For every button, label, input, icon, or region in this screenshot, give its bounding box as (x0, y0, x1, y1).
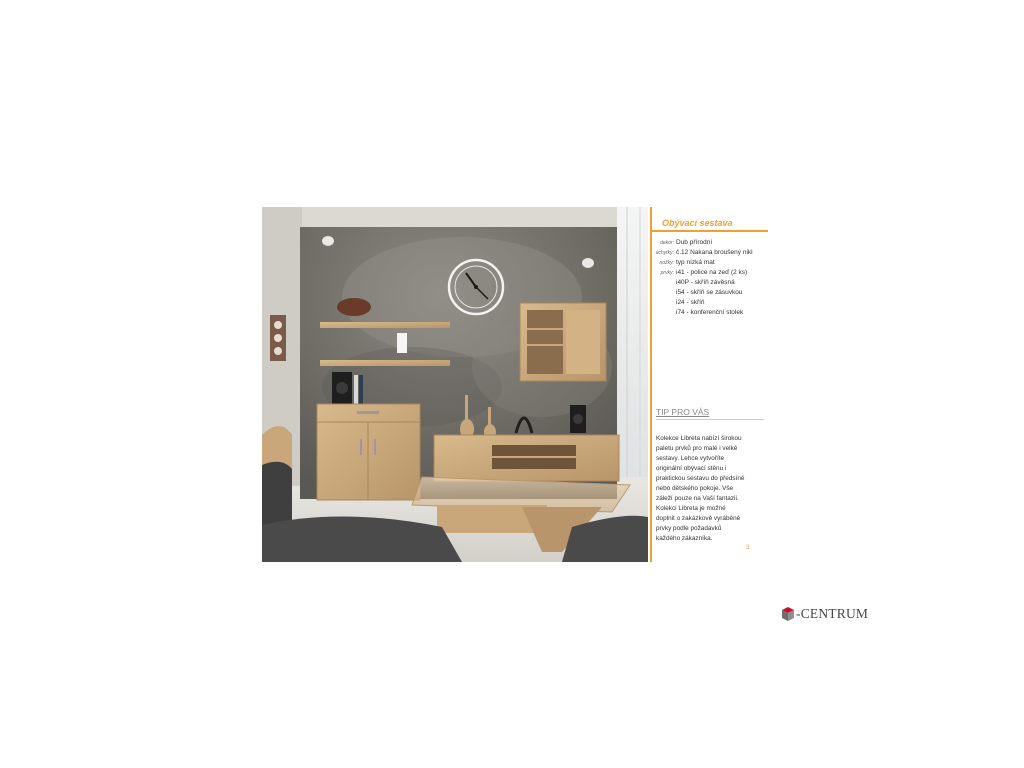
spec-row-dekor (652, 238, 772, 248)
spec-row-nozky (652, 258, 772, 268)
tip-line: praktickou sestavu do předsíně (656, 475, 745, 482)
spec-label: prvky: (660, 270, 674, 276)
brand-logo (781, 605, 868, 623)
tip-line: doplnit o zakázkově vyráběné (656, 515, 741, 522)
panel-title: Obývací sestava (662, 218, 733, 228)
spec-label: úchytky: (655, 250, 674, 256)
spec-value: i41 - police na zeď (2 ks) (676, 269, 748, 276)
spec-label: nožky: (659, 260, 674, 266)
title-underline (652, 230, 768, 232)
tip-line: Kolekce Libreta nabízí širokou (656, 435, 742, 442)
room-photo (262, 207, 648, 562)
tip-line: Kolekci Libreta je možné (656, 505, 726, 512)
spec-row-item (652, 308, 772, 318)
tip-line: záleží pouze na Vaší fantazii. (656, 495, 739, 502)
spec-label: dekor: (660, 240, 674, 246)
tip-divider (656, 419, 764, 420)
spec-row-uchytky (652, 248, 772, 258)
spec-row-prvky (652, 268, 772, 278)
spec-row-item (652, 288, 772, 298)
tip-line: sestavy. Lehce vytvoříte (656, 455, 725, 462)
tip-line: originální obývací stěnu i (656, 465, 727, 472)
spec-value: i24 - skříň (676, 299, 705, 306)
spec-row-item (652, 298, 772, 308)
spec-value: typ nízká mat (676, 259, 715, 266)
tip-line: paletu prvků pro malé i velké (656, 445, 738, 452)
spec-value: i40P - skříň závěsná (676, 279, 735, 286)
logo-text: -CENTRUM (796, 606, 869, 622)
spec-value: Dub přírodní (676, 239, 713, 246)
spec-row-item (652, 278, 772, 288)
spec-value: č.12 Nakana broušený nikl (676, 249, 753, 256)
spec-value: i74 - konferenční stolek (676, 309, 744, 316)
spec-value: i54 - skříň se zásuvkou (676, 289, 743, 296)
tip-line: prvky podle požadavků (656, 525, 722, 532)
tip-line: každého zákazníka. (656, 535, 713, 542)
page-number: 3 (746, 545, 750, 551)
tip-heading: TIP PRO VÁS (656, 407, 710, 417)
cube-logo-icon (781, 606, 795, 622)
tip-line: nebo dětského pokoje. Vše (656, 485, 734, 492)
